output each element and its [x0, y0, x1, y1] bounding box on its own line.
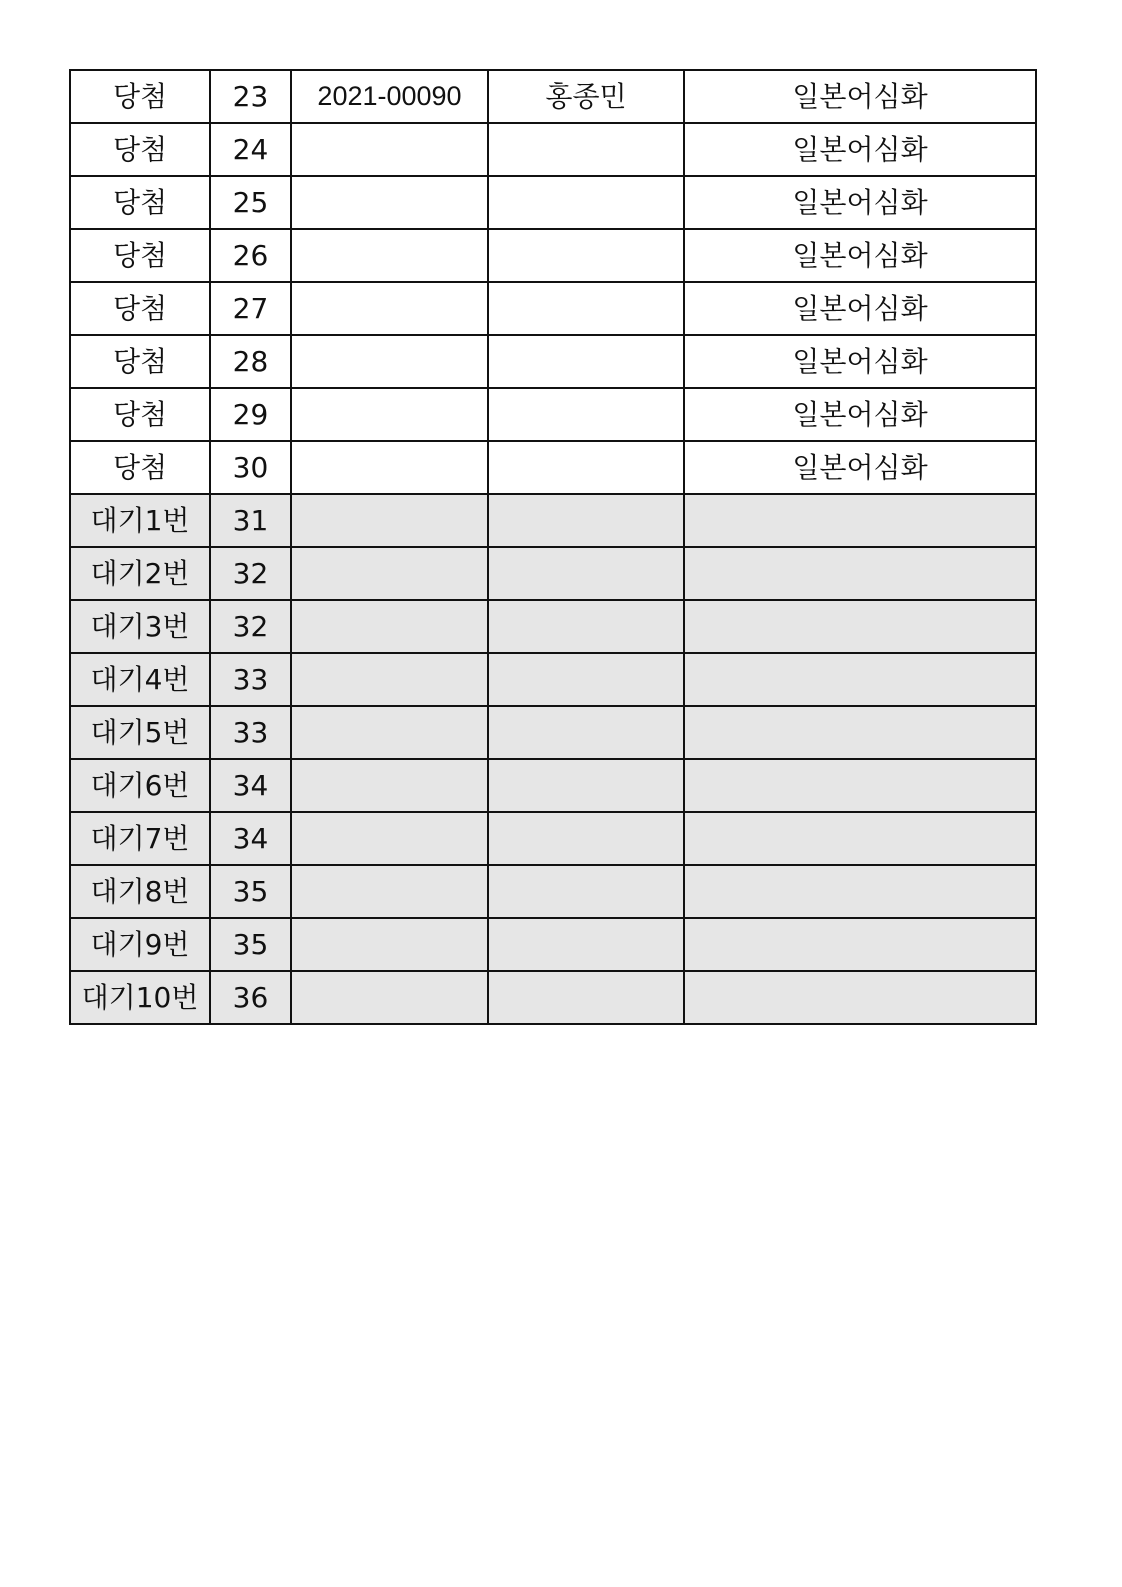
- waitlist-row: [70, 653, 1036, 706]
- number-cell: 30: [210, 441, 291, 494]
- number-cell: 25: [210, 176, 291, 229]
- status-cell: 대기8번: [70, 865, 210, 918]
- status-cell: 대기3번: [70, 600, 210, 653]
- status-cell: 대기10번: [70, 971, 210, 1024]
- status-cell: 당첨: [70, 388, 210, 441]
- id-cell: [291, 865, 488, 918]
- status-cell: 당첨: [70, 229, 210, 282]
- id-cell: [291, 812, 488, 865]
- status-cell: 대기5번: [70, 706, 210, 759]
- status-cell: 당첨: [70, 123, 210, 176]
- id-cell: [291, 388, 488, 441]
- name-cell: [488, 388, 684, 441]
- status-cell: 당첨: [70, 335, 210, 388]
- status-cell: 대기6번: [70, 759, 210, 812]
- winner-row: [70, 282, 1036, 335]
- course-cell: 일본어심화: [684, 441, 1036, 494]
- id-cell: [291, 441, 488, 494]
- number-cell: 34: [210, 812, 291, 865]
- number-cell: 26: [210, 229, 291, 282]
- course-cell: 일본어심화: [684, 282, 1036, 335]
- course-cell: 일본어심화: [684, 335, 1036, 388]
- winner-row: [70, 335, 1036, 388]
- waitlist-row: [70, 918, 1036, 971]
- number-cell: 36: [210, 971, 291, 1024]
- winner-row: [70, 441, 1036, 494]
- course-cell: 일본어심화: [684, 123, 1036, 176]
- winner-row: [70, 123, 1036, 176]
- number-cell: 35: [210, 865, 291, 918]
- name-cell: [488, 335, 684, 388]
- id-cell: [291, 229, 488, 282]
- winner-row: [70, 176, 1036, 229]
- name-cell: [488, 229, 684, 282]
- waitlist-row: [70, 865, 1036, 918]
- number-cell: 32: [210, 600, 291, 653]
- number-cell: 29: [210, 388, 291, 441]
- name-cell: [488, 282, 684, 335]
- id-cell: [291, 759, 488, 812]
- status-cell: 대기4번: [70, 653, 210, 706]
- course-cell: 일본어심화: [684, 229, 1036, 282]
- number-cell: 27: [210, 282, 291, 335]
- results-table-body: [70, 70, 1036, 1024]
- waitlist-row: [70, 600, 1036, 653]
- name-cell: [488, 176, 684, 229]
- name-cell: [488, 971, 684, 1024]
- course-cell: [684, 971, 1036, 1024]
- id-cell: [291, 547, 488, 600]
- number-cell: 32: [210, 547, 291, 600]
- number-cell: 33: [210, 706, 291, 759]
- name-cell: [488, 812, 684, 865]
- id-cell: [291, 282, 488, 335]
- name-cell: [488, 706, 684, 759]
- status-cell: 대기7번: [70, 812, 210, 865]
- waitlist-row: [70, 812, 1036, 865]
- waitlist-row: [70, 971, 1036, 1024]
- id-cell: [291, 653, 488, 706]
- course-cell: [684, 653, 1036, 706]
- waitlist-row: [70, 547, 1036, 600]
- status-cell: 대기1번: [70, 494, 210, 547]
- status-cell: 대기2번: [70, 547, 210, 600]
- name-cell: 홍종민: [488, 70, 684, 123]
- document-sheet: [69, 69, 1035, 1025]
- status-cell: 당첨: [70, 282, 210, 335]
- id-cell: [291, 971, 488, 1024]
- waitlist-row: [70, 759, 1036, 812]
- course-cell: [684, 494, 1036, 547]
- course-cell: [684, 547, 1036, 600]
- id-cell: [291, 494, 488, 547]
- number-cell: 33: [210, 653, 291, 706]
- number-cell: 35: [210, 918, 291, 971]
- course-cell: [684, 865, 1036, 918]
- course-cell: 일본어심화: [684, 388, 1036, 441]
- id-cell: [291, 123, 488, 176]
- status-cell: 당첨: [70, 176, 210, 229]
- name-cell: [488, 653, 684, 706]
- status-cell: 당첨: [70, 70, 210, 123]
- number-cell: 24: [210, 123, 291, 176]
- waitlist-row: [70, 494, 1036, 547]
- name-cell: [488, 547, 684, 600]
- id-cell: [291, 918, 488, 971]
- number-cell: 34: [210, 759, 291, 812]
- course-cell: 일본어심화: [684, 70, 1036, 123]
- winner-row: [70, 229, 1036, 282]
- name-cell: [488, 759, 684, 812]
- name-cell: [488, 441, 684, 494]
- winner-row: [70, 70, 1036, 123]
- number-cell: 31: [210, 494, 291, 547]
- course-cell: 일본어심화: [684, 176, 1036, 229]
- course-cell: [684, 600, 1036, 653]
- course-cell: [684, 918, 1036, 971]
- id-cell: [291, 176, 488, 229]
- id-cell: 2021-00090: [291, 70, 488, 123]
- winner-row: [70, 388, 1036, 441]
- id-cell: [291, 600, 488, 653]
- name-cell: [488, 600, 684, 653]
- name-cell: [488, 494, 684, 547]
- course-cell: [684, 759, 1036, 812]
- results-table: [69, 69, 1037, 1025]
- id-cell: [291, 706, 488, 759]
- course-cell: [684, 812, 1036, 865]
- waitlist-row: [70, 706, 1036, 759]
- number-cell: 23: [210, 70, 291, 123]
- name-cell: [488, 918, 684, 971]
- id-cell: [291, 335, 488, 388]
- number-cell: 28: [210, 335, 291, 388]
- status-cell: 당첨: [70, 441, 210, 494]
- status-cell: 대기9번: [70, 918, 210, 971]
- course-cell: [684, 706, 1036, 759]
- name-cell: [488, 865, 684, 918]
- name-cell: [488, 123, 684, 176]
